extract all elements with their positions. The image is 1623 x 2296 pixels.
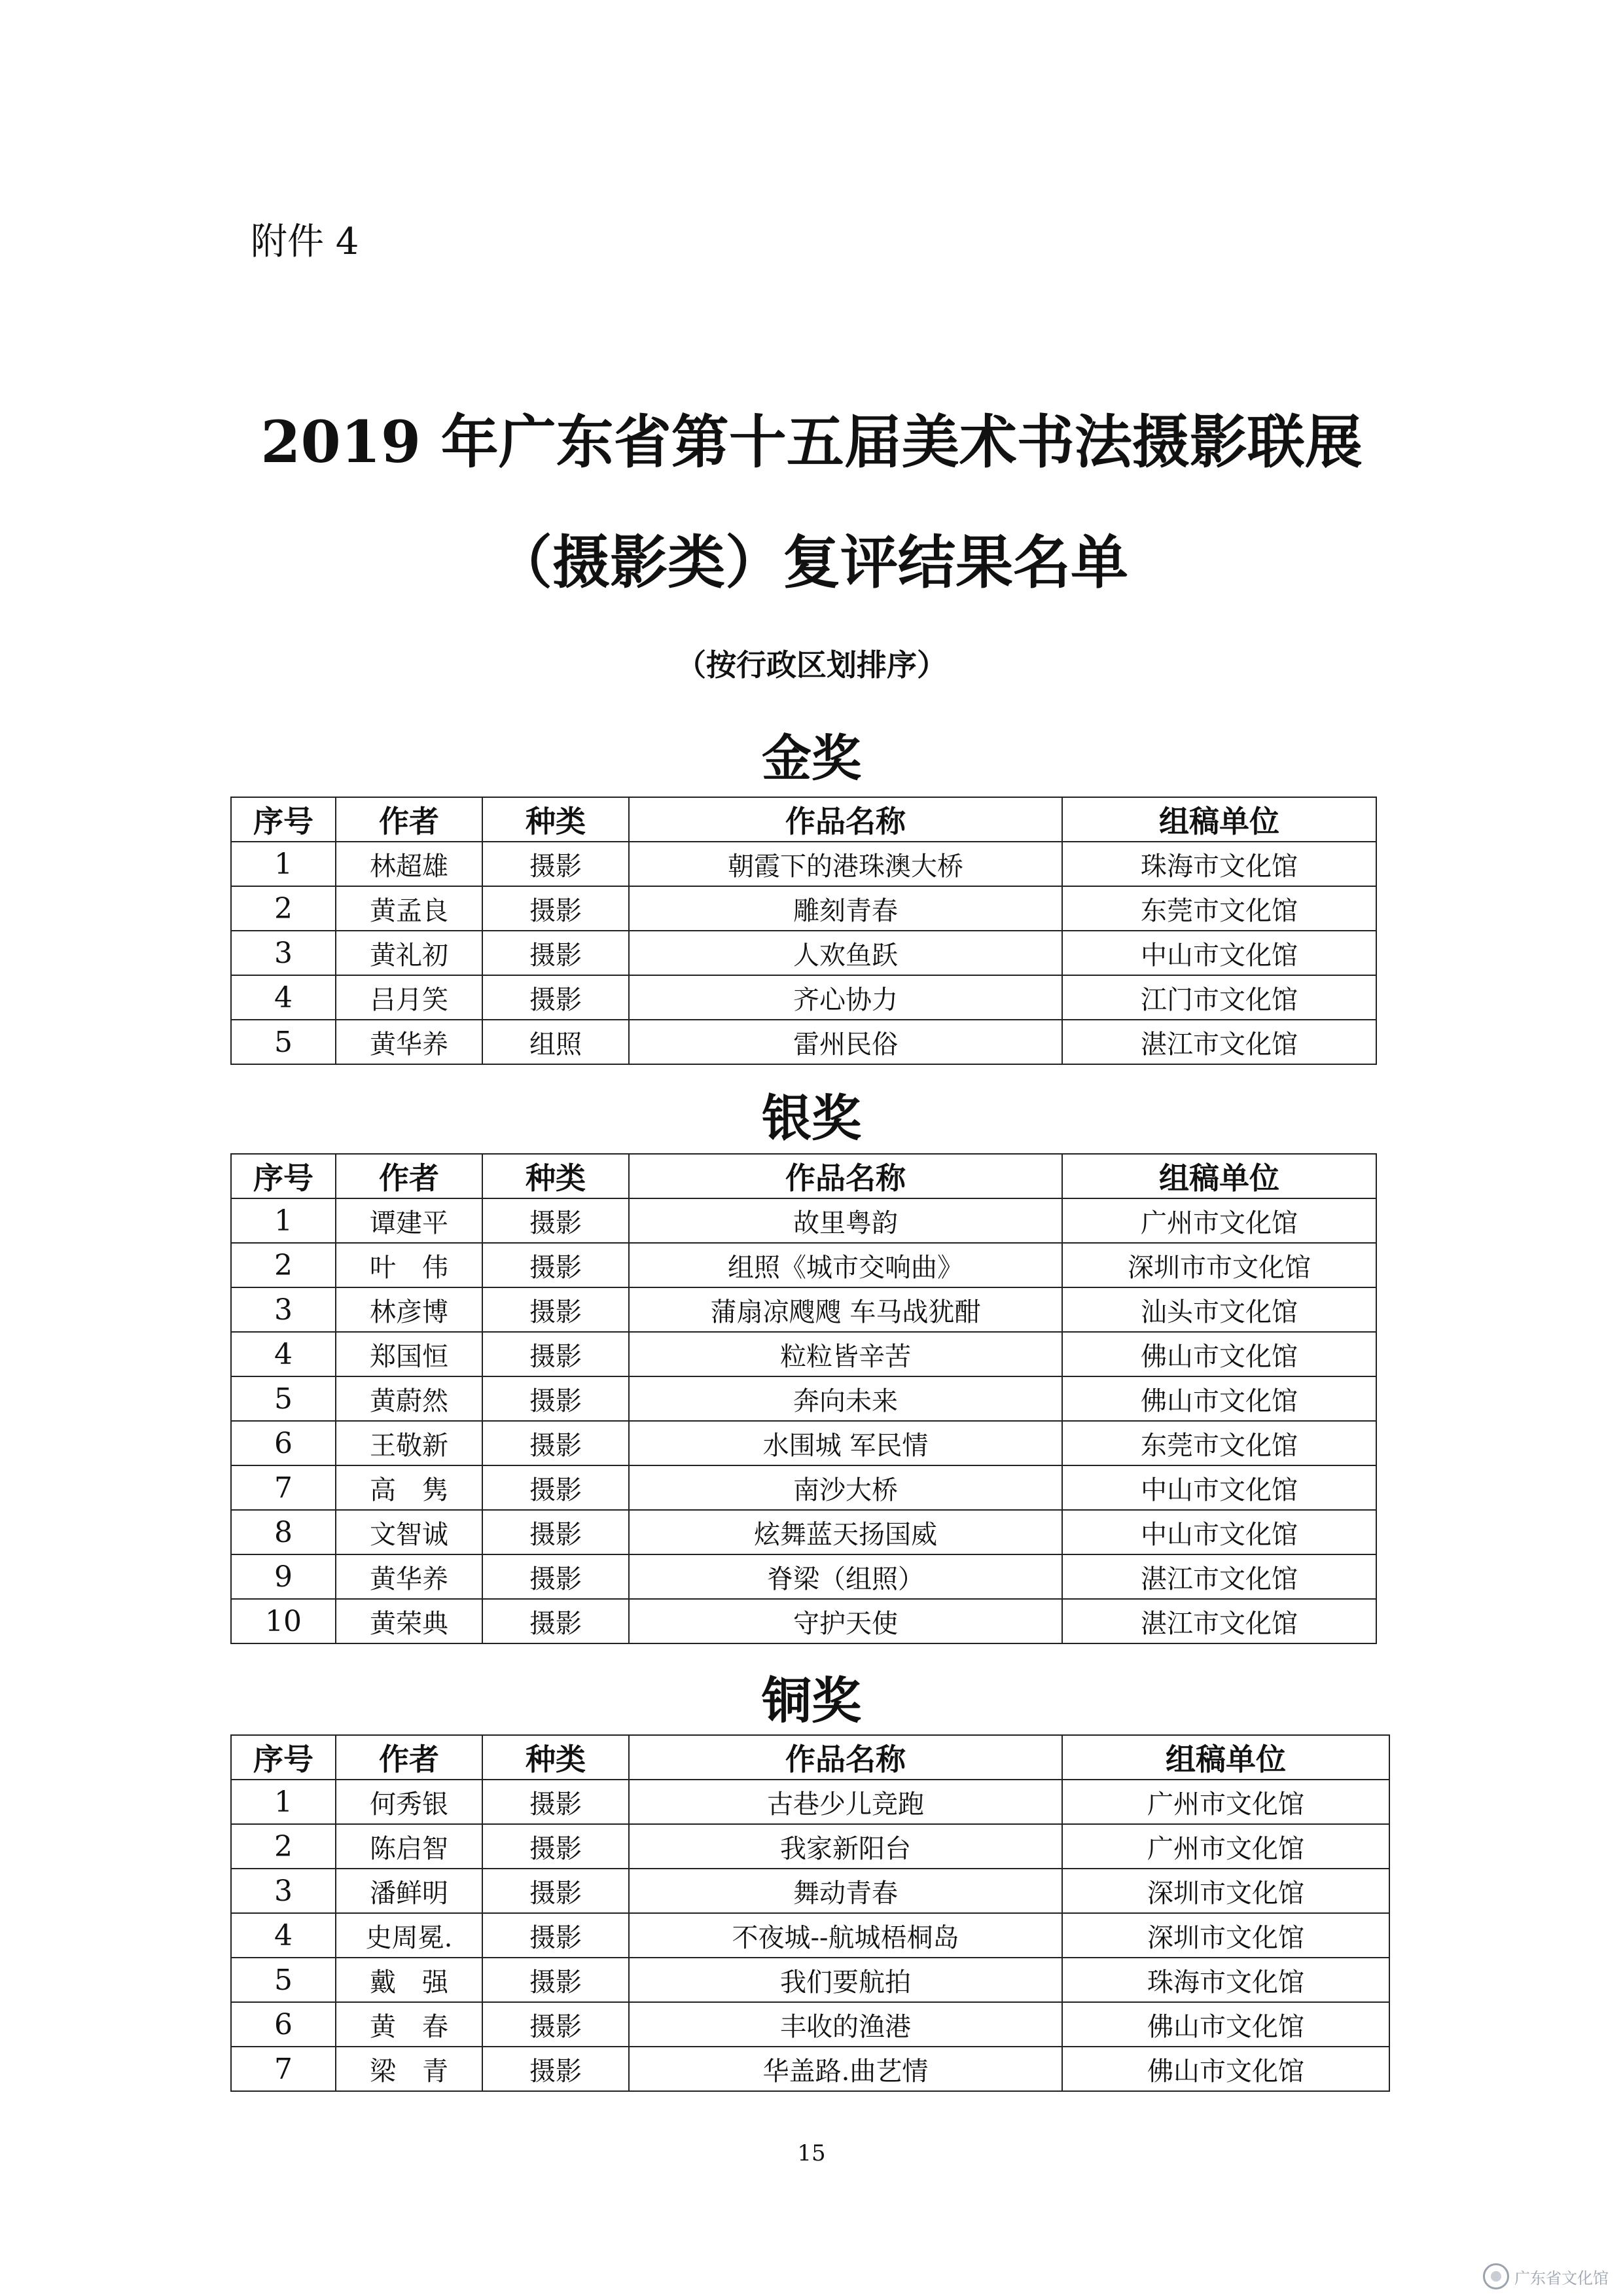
index-cell: 7: [231, 1465, 336, 1510]
table-row: [231, 1599, 1376, 1643]
author-cell: 王敬新: [336, 1421, 482, 1465]
organizer-cell: 东莞市文化馆: [1062, 1421, 1376, 1465]
column-header: 组稿单位: [1062, 797, 1376, 842]
column-header: 作品名称: [629, 797, 1062, 842]
author-cell: 黄华养: [336, 1020, 482, 1064]
table-row: [231, 1198, 1376, 1243]
author-cell: 叶 伟: [336, 1243, 482, 1287]
category-cell: 摄影: [482, 842, 629, 886]
table-row: [231, 931, 1376, 975]
table-row: [231, 1958, 1389, 2002]
document-title-line-2: （摄影类）复评结果名单: [494, 528, 1128, 596]
author-cell: 梁 青: [336, 2047, 482, 2091]
category-cell: 摄影: [482, 1599, 629, 1643]
table-row: [231, 1824, 1389, 1869]
work-title-cell: 华盖路.曲艺情: [629, 2047, 1062, 2091]
work-title-cell: 奔向未来: [629, 1376, 1062, 1421]
index-cell: 4: [231, 1913, 336, 1958]
column-header: 序号: [231, 1154, 336, 1198]
watermark: [1483, 2263, 1609, 2289]
table-row: [231, 1780, 1389, 1824]
category-cell: 摄影: [482, 886, 629, 931]
index-cell: 8: [231, 1510, 336, 1554]
work-title-cell: 雷州民俗: [629, 1020, 1062, 1064]
index-cell: 2: [231, 886, 336, 931]
work-title-cell: 水围城 军民情: [629, 1421, 1062, 1465]
index-cell: 1: [231, 1198, 336, 1243]
column-header: 序号: [231, 797, 336, 842]
index-cell: 3: [231, 1287, 336, 1332]
organizer-cell: 深圳市市文化馆: [1062, 1243, 1376, 1287]
category-cell: 摄影: [482, 2047, 629, 2091]
category-cell: 摄影: [482, 1958, 629, 2002]
organizer-cell: 深圳市文化馆: [1062, 1869, 1389, 1913]
bronze-award-table: [230, 1734, 1390, 2092]
index-cell: 5: [231, 1958, 336, 2002]
column-header: 序号: [231, 1735, 336, 1780]
document-title-line-1: 2019 年广东省第十五届美术书法摄影联展: [260, 408, 1363, 476]
work-title-cell: 粒粒皆辛苦: [629, 1332, 1062, 1376]
index-cell: 1: [231, 842, 336, 886]
index-cell: 3: [231, 931, 336, 975]
index-cell: 3: [231, 1869, 336, 1913]
column-header: 作者: [336, 1154, 482, 1198]
author-cell: 黄 春: [336, 2002, 482, 2047]
organizer-cell: 广州市文化馆: [1062, 1780, 1389, 1824]
page-number: 15: [797, 2140, 826, 2166]
table-row: [231, 1243, 1376, 1287]
column-header: 作者: [336, 797, 482, 842]
work-title-cell: 蒲扇凉飕飕 车马战犹酣: [629, 1287, 1062, 1332]
culture-center-logo-icon: [1483, 2263, 1509, 2289]
author-cell: 黄华养: [336, 1554, 482, 1599]
work-title-cell: 组照《城市交响曲》: [629, 1243, 1062, 1287]
index-cell: 2: [231, 1243, 336, 1287]
work-title-cell: 人欢鱼跃: [629, 931, 1062, 975]
work-title-cell: 故里粤韵: [629, 1198, 1062, 1243]
organizer-cell: 珠海市文化馆: [1062, 1958, 1389, 2002]
column-header: 组稿单位: [1062, 1735, 1389, 1780]
index-cell: 4: [231, 1332, 336, 1376]
column-header: 作品名称: [629, 1735, 1062, 1780]
organizer-cell: 江门市文化馆: [1062, 975, 1376, 1020]
author-cell: 文智诚: [336, 1510, 482, 1554]
work-title-cell: 雕刻青春: [629, 886, 1062, 931]
table-row: [231, 886, 1376, 931]
watermark-text: 广东省文化馆: [1514, 2269, 1609, 2287]
organizer-cell: 珠海市文化馆: [1062, 842, 1376, 886]
organizer-cell: 湛江市文化馆: [1062, 1554, 1376, 1599]
table-row: [231, 842, 1376, 886]
category-cell: 摄影: [482, 2002, 629, 2047]
column-header: 组稿单位: [1062, 1154, 1376, 1198]
organizer-cell: 中山市文化馆: [1062, 1510, 1376, 1554]
gold-award-table: [230, 797, 1377, 1065]
author-cell: 郑国恒: [336, 1332, 482, 1376]
author-cell: 陈启智: [336, 1824, 482, 1869]
index-cell: 7: [231, 2047, 336, 2091]
table-row: [231, 2047, 1389, 2091]
table-header-row: [231, 1735, 1389, 1780]
author-cell: 黄孟良: [336, 886, 482, 931]
work-title-cell: 舞动青春: [629, 1869, 1062, 1913]
organizer-cell: 佛山市文化馆: [1062, 1332, 1376, 1376]
category-cell: 摄影: [482, 1780, 629, 1824]
work-title-cell: 南沙大桥: [629, 1465, 1062, 1510]
document-subtitle: （按行政区划排序）: [676, 647, 947, 683]
category-cell: 摄影: [482, 975, 629, 1020]
work-title-cell: 守护天使: [629, 1599, 1062, 1643]
index-cell: 5: [231, 1376, 336, 1421]
author-cell: 潘鲜明: [336, 1869, 482, 1913]
organizer-cell: 佛山市文化馆: [1062, 2047, 1389, 2091]
silver-award-table: [230, 1153, 1377, 1644]
category-cell: 摄影: [482, 931, 629, 975]
organizer-cell: 中山市文化馆: [1062, 931, 1376, 975]
bronze-award-heading: 铜奖: [762, 1672, 861, 1730]
table-row: [231, 1020, 1376, 1064]
work-title-cell: 朝霞下的港珠澳大桥: [629, 842, 1062, 886]
category-cell: 摄影: [482, 1554, 629, 1599]
author-cell: 林彦博: [336, 1287, 482, 1332]
work-title-cell: 我们要航拍: [629, 1958, 1062, 2002]
organizer-cell: 中山市文化馆: [1062, 1465, 1376, 1510]
table-header-row: [231, 797, 1376, 842]
table-row: [231, 1287, 1376, 1332]
work-title-cell: 齐心协力: [629, 975, 1062, 1020]
author-cell: 高 隽: [336, 1465, 482, 1510]
table-row: [231, 1913, 1389, 1958]
category-cell: 摄影: [482, 1465, 629, 1510]
organizer-cell: 佛山市文化馆: [1062, 2002, 1389, 2047]
category-cell: 摄影: [482, 1287, 629, 1332]
index-cell: 1: [231, 1780, 336, 1824]
work-title-cell: 不夜城--航城梧桐岛: [629, 1913, 1062, 1958]
author-cell: 戴 强: [336, 1958, 482, 2002]
attachment-label: 附件 4: [251, 221, 359, 263]
gold-award-heading: 金奖: [762, 729, 861, 787]
work-title-cell: 古巷少儿竞跑: [629, 1780, 1062, 1824]
author-cell: 黄荣典: [336, 1599, 482, 1643]
table-row: [231, 1376, 1376, 1421]
category-cell: 摄影: [482, 1824, 629, 1869]
index-cell: 2: [231, 1824, 336, 1869]
organizer-cell: 广州市文化馆: [1062, 1198, 1376, 1243]
organizer-cell: 深圳市文化馆: [1062, 1913, 1389, 1958]
author-cell: 史周冕.: [336, 1913, 482, 1958]
work-title-cell: 我家新阳台: [629, 1824, 1062, 1869]
category-cell: 摄影: [482, 1376, 629, 1421]
work-title-cell: 炫舞蓝天扬国威: [629, 1510, 1062, 1554]
silver-award-heading: 银奖: [762, 1089, 861, 1147]
author-cell: 黄礼初: [336, 931, 482, 975]
author-cell: 吕月笑: [336, 975, 482, 1020]
index-cell: 6: [231, 2002, 336, 2047]
organizer-cell: 广州市文化馆: [1062, 1824, 1389, 1869]
category-cell: 摄影: [482, 1332, 629, 1376]
author-cell: 黄蔚然: [336, 1376, 482, 1421]
index-cell: 10: [231, 1599, 336, 1643]
category-cell: 摄影: [482, 1869, 629, 1913]
index-cell: 4: [231, 975, 336, 1020]
table-row: [231, 1332, 1376, 1376]
index-cell: 9: [231, 1554, 336, 1599]
index-cell: 6: [231, 1421, 336, 1465]
column-header: 作者: [336, 1735, 482, 1780]
table-row: [231, 975, 1376, 1020]
table-row: [231, 2002, 1389, 2047]
table-header-row: [231, 1154, 1376, 1198]
table-row: [231, 1554, 1376, 1599]
work-title-cell: 脊梁（组照）: [629, 1554, 1062, 1599]
organizer-cell: 湛江市文化馆: [1062, 1599, 1376, 1643]
category-cell: 摄影: [482, 1510, 629, 1554]
table-row: [231, 1869, 1389, 1913]
organizer-cell: 汕头市文化馆: [1062, 1287, 1376, 1332]
column-header: 种类: [482, 1735, 629, 1780]
index-cell: 5: [231, 1020, 336, 1064]
category-cell: 摄影: [482, 1421, 629, 1465]
column-header: 种类: [482, 797, 629, 842]
table-row: [231, 1465, 1376, 1510]
category-cell: 摄影: [482, 1243, 629, 1287]
author-cell: 林超雄: [336, 842, 482, 886]
organizer-cell: 佛山市文化馆: [1062, 1376, 1376, 1421]
organizer-cell: 东莞市文化馆: [1062, 886, 1376, 931]
table-row: [231, 1510, 1376, 1554]
category-cell: 组照: [482, 1020, 629, 1064]
organizer-cell: 湛江市文化馆: [1062, 1020, 1376, 1064]
table-row: [231, 1421, 1376, 1465]
column-header: 种类: [482, 1154, 629, 1198]
column-header: 作品名称: [629, 1154, 1062, 1198]
work-title-cell: 丰收的渔港: [629, 2002, 1062, 2047]
author-cell: 何秀银: [336, 1780, 482, 1824]
author-cell: 谭建平: [336, 1198, 482, 1243]
category-cell: 摄影: [482, 1913, 629, 1958]
category-cell: 摄影: [482, 1198, 629, 1243]
